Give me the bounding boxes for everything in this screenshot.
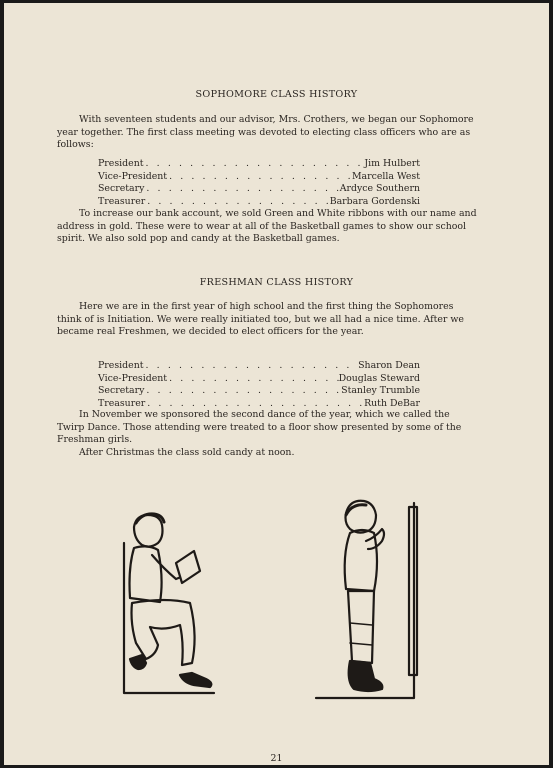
sophomore-title: SOPHOMORE CLASS HISTORY — [195, 89, 358, 100]
sophomore-intro-text: With seventeen students and our advisor, Mrs. Crothers, we began our Sophomore year together. The first class meeting was devoted to electing class officers who are as follows: — [57, 114, 474, 151]
freshman-title: FRESHMAN CLASS HISTORY — [199, 277, 354, 288]
officer-role: Treasurer — [98, 195, 146, 207]
officer-name: Ruth DeBar — [364, 397, 420, 409]
officer-role: Secretary — [98, 183, 145, 195]
officer-role: Vice-President — [98, 372, 168, 384]
officer-role: Secretary — [98, 385, 145, 397]
officer-name: Marcella West — [351, 170, 420, 182]
yearbook-page — [4, 3, 549, 765]
officer-name: Ardyce Southern — [339, 183, 420, 195]
officer-name: Douglas Steward — [338, 372, 420, 384]
officer-role: President — [98, 158, 144, 169]
officer-role: Treasurer — [98, 397, 146, 409]
girl-waiting-figure — [316, 501, 417, 698]
illustration — [4, 3, 549, 765]
officer-name: Barbara Gordenski — [329, 195, 420, 207]
officer-name: Stanley Trumble — [341, 385, 420, 397]
freshman-intro-text: Here we are in the first year of high school and the first thing the Sophomores think of is Initiation. We were really initiated too, but we all had a nice time. After we became real Freshmen, we decided to elect officers for the year. — [57, 301, 464, 338]
officer-role: Vice-President — [98, 170, 168, 182]
officer-name: Sharon Dean — [358, 360, 420, 371]
boy-reading-figure — [124, 514, 214, 693]
page-number: 21 — [270, 753, 283, 764]
officer-name: Jim Hulbert — [364, 158, 420, 169]
freshman-closing-text-2: After Christmas the class sold candy at noon. — [79, 446, 295, 458]
freshman-closing-text-1: In November we sponsored the second dance of the year, which we called the Twirp Dance. Those attending were treated to a floor show presented by some of the Freshman girls. — [57, 409, 462, 446]
sophomore-closing-text: To increase our bank account, we sold Green and White ribbons with our name and address in gold. These were to wear at all of the Basketball games to show our school spirit. We also sold pop and candy at the Basketball games. — [57, 208, 477, 245]
officer-role: President — [98, 360, 144, 371]
